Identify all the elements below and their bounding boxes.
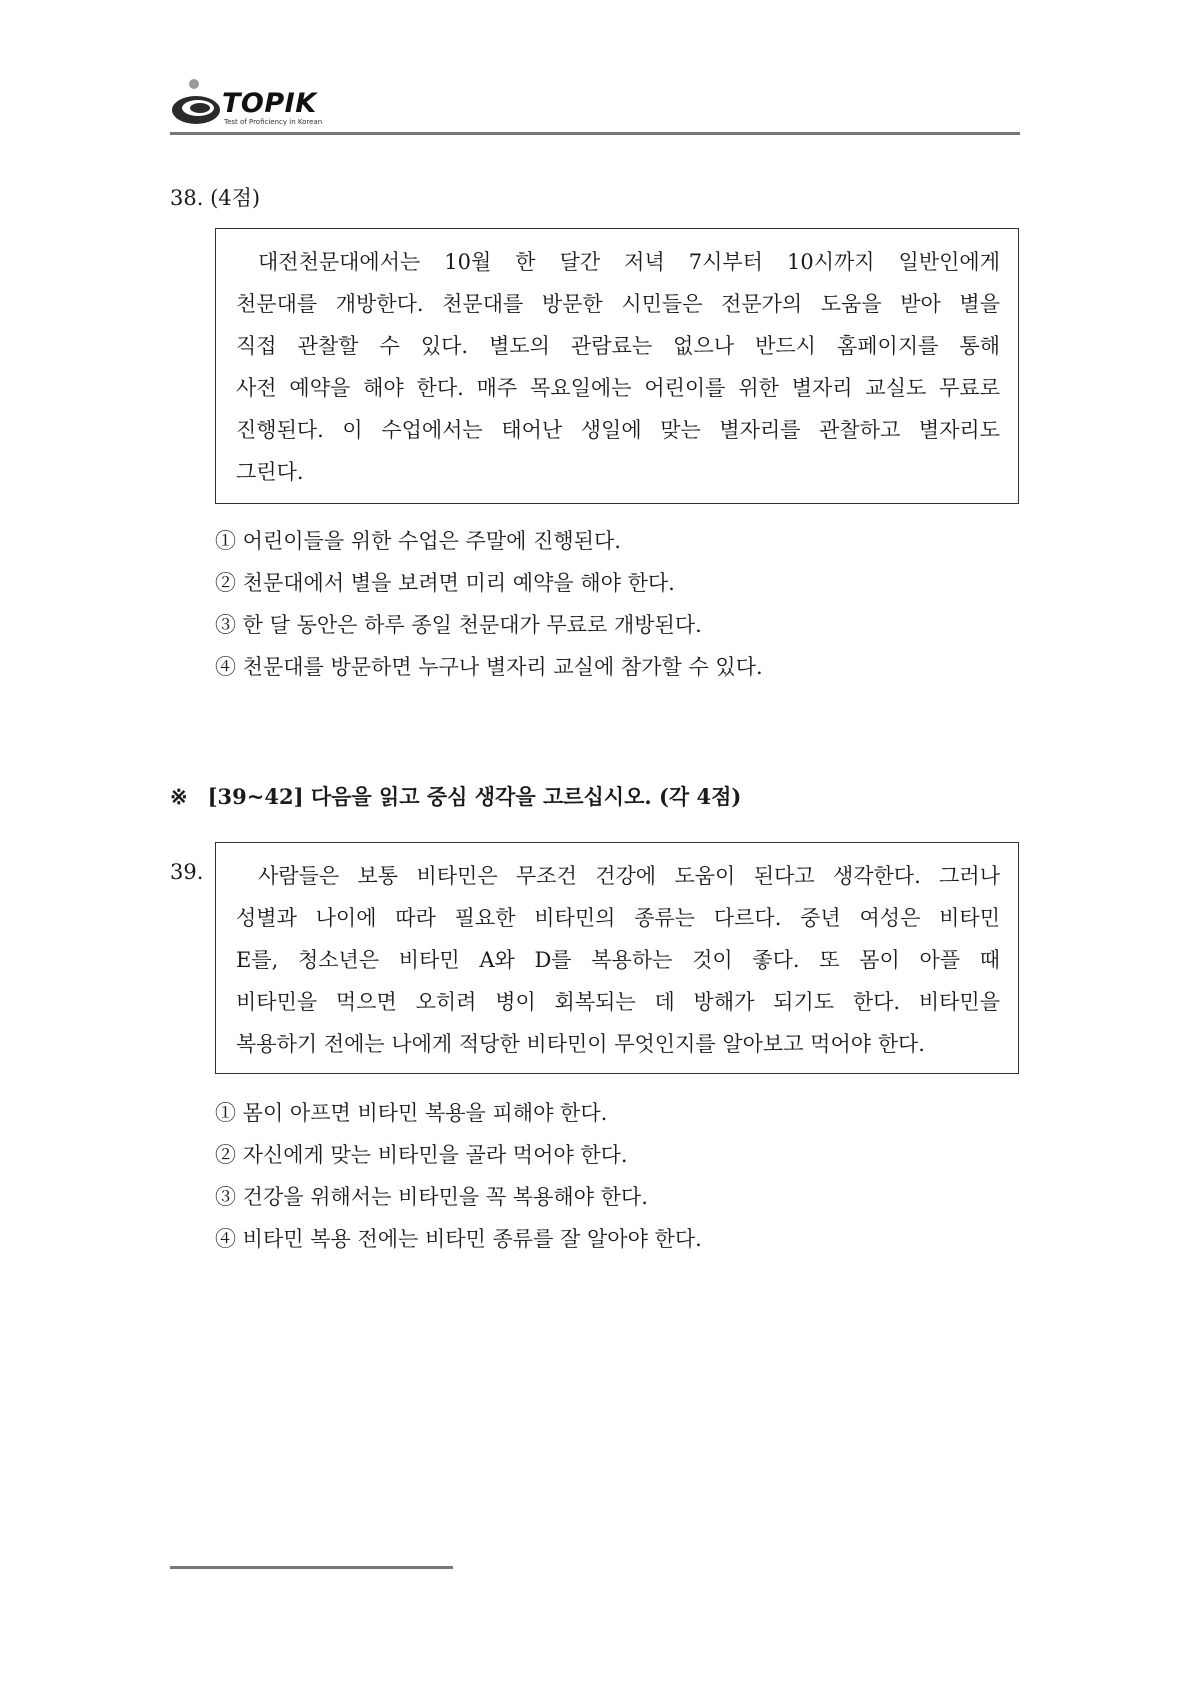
option-4[interactable]: ④ 천문대를 방문하면 누구나 별자리 교실에 참가할 수 있다. — [215, 655, 763, 679]
section-instruction — [170, 782, 741, 812]
option-1[interactable]: ① 몸이 아프면 비타민 복용을 피해야 한다. — [215, 1101, 608, 1125]
passage-line: 진행된다. 이 수업에서는 태어난 생일에 맞는 별자리를 관찰하고 별자리도 — [236, 418, 1000, 442]
passage-line: 그린다. — [236, 460, 304, 484]
question-39-number: 39. — [170, 860, 204, 884]
option-4[interactable]: ④ 비타민 복용 전에는 비타민 종류를 잘 알아야 한다. — [215, 1227, 702, 1251]
passage-line: 사람들은 보통 비타민은 무조건 건강에 도움이 된다고 생각한다. 그러나 — [258, 864, 1000, 888]
question-38-heading — [170, 184, 260, 212]
question-39-passage — [215, 842, 1019, 1074]
logo-text: TOPIK — [222, 88, 317, 119]
option-1[interactable]: ① 어린이들을 위한 수업은 주말에 진행된다. — [215, 529, 621, 553]
passage-line: 복용하기 전에는 나에게 적당한 비타민이 무엇인지를 알아보고 먹어야 한다. — [236, 1032, 925, 1056]
question-38-number: 38. — [170, 186, 204, 210]
option-2[interactable]: ② 천문대에서 별을 보려면 미리 예약을 해야 한다. — [215, 571, 675, 595]
option-3[interactable]: ③ 한 달 동안은 하루 종일 천문대가 무료로 개방된다. — [215, 613, 702, 637]
question-38-points: (4점) — [210, 186, 261, 210]
passage-line: 천문대를 개방한다. 천문대를 방문한 시민들은 전문가의 도움을 받아 별을 — [236, 292, 1000, 316]
passage-line: 성별과 나이에 따라 필요한 비타민의 종류는 다르다. 중년 여성은 비타민 — [236, 906, 1000, 930]
option-3[interactable]: ③ 건강을 위해서는 비타민을 꼭 복용해야 한다. — [215, 1185, 648, 1209]
option-2[interactable]: ② 자신에게 맞는 비타민을 골라 먹어야 한다. — [215, 1143, 628, 1167]
question-39-options — [215, 1092, 702, 1260]
question-38-passage — [215, 228, 1019, 504]
page-header — [170, 78, 1020, 134]
header-divider — [170, 132, 1020, 135]
section-instruction-text: [39~42] 다음을 읽고 중심 생각을 고르십시오. (각 4점) — [207, 784, 742, 809]
passage-line: 대전천문대에서는 10월 한 달간 저녁 7시부터 10시까지 일반인에게 — [258, 250, 1000, 274]
passage-line: 직접 관찰할 수 있다. 별도의 관람료는 없으나 반드시 홈페이지를 통해 — [236, 334, 1000, 358]
footer-divider — [170, 1566, 453, 1569]
passage-line: E를, 청소년은 비타민 A와 D를 복용하는 것이 좋다. 또 몸이 아플 때 — [236, 948, 1000, 972]
passage-line: 비타민을 먹으면 오히려 병이 회복되는 데 방해가 되기도 한다. 비타민을 — [236, 990, 1000, 1014]
question-38-options — [215, 520, 763, 688]
passage-line: 사전 예약을 해야 한다. 매주 목요일에는 어린이를 위한 별자리 교실도 무료로 — [236, 376, 1000, 400]
logo-subtitle: Test of Proficiency in Korean — [224, 118, 323, 126]
reference-mark: ※ — [170, 784, 188, 809]
